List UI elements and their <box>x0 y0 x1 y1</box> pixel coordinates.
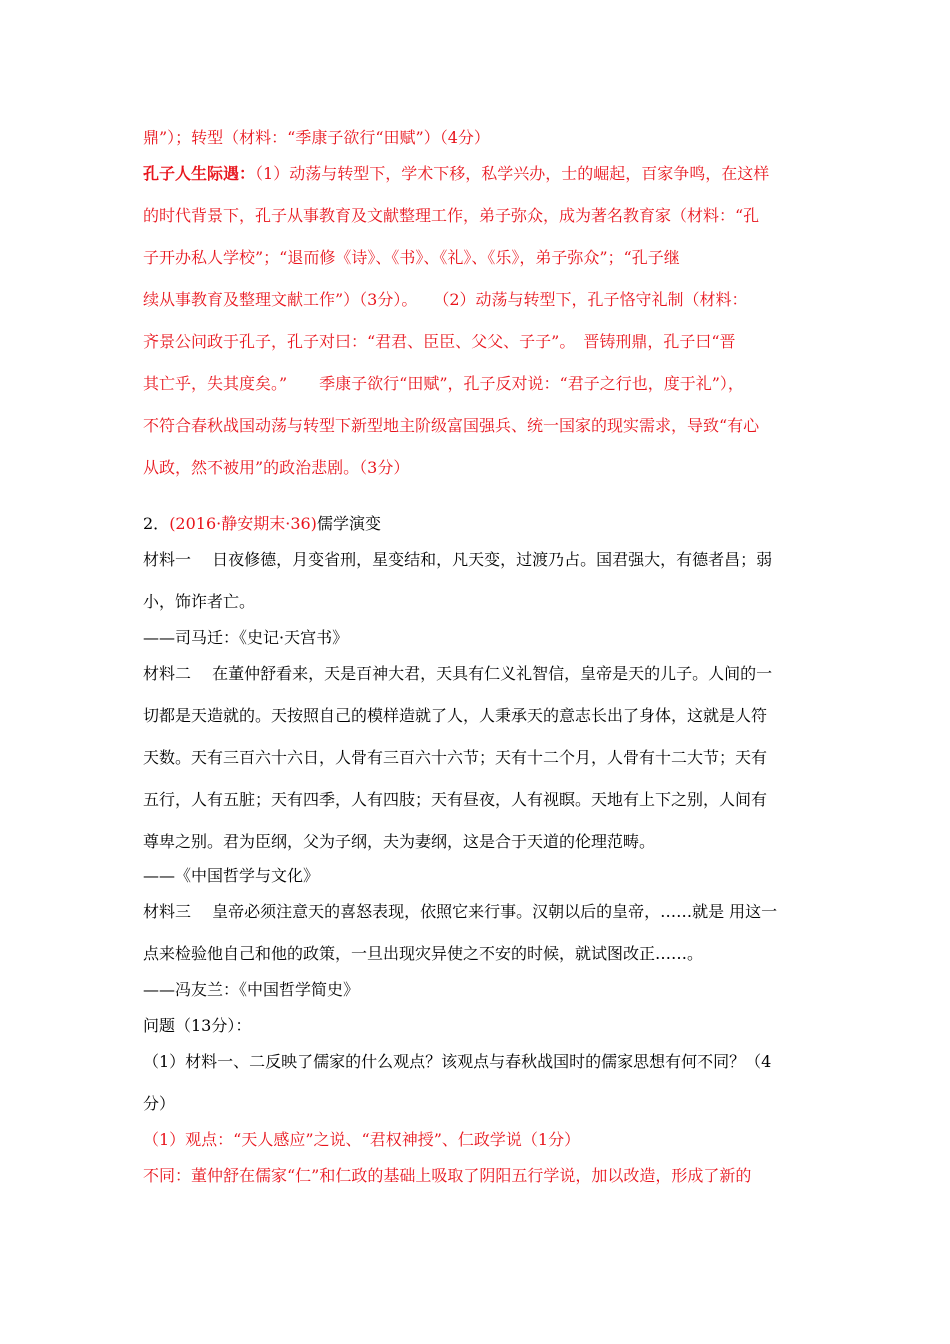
sub-question-line: （1）材料一、二反映了儒家的什么观点？该观点与春秋战国时的儒家思想有何不同？（4 <box>143 1052 772 1071</box>
material-two-line: 切都是天造就的。天按照自己的模样造就了人，人秉承天的意志长出了身体，这就是人符 <box>143 706 768 725</box>
material-three-line: 点来检验他自己和他的政策，一旦出现灾异使之不安的时候，就试图改正……。 <box>143 944 704 963</box>
material-two-line: 五行，人有五脏；天有四季，人有四肢；天有昼夜，人有视瞑。天地有上下之别，人间有 <box>143 790 768 809</box>
answer-line: 子开办私人学校”；“退而修《诗》、《书》、《礼》、《乐》，弟子弥众”；“孔子继 <box>143 248 680 267</box>
material-two-source: ——《中国哲学与文化》 <box>143 866 320 885</box>
answer-line: （1）观点：“天人感应”之说、“君权神授”、仁政学说（1分） <box>143 1130 581 1149</box>
answer-line <box>143 164 769 184</box>
material-one-source: ——司马迁：《史记·天宫书》 <box>143 628 349 647</box>
question-source: (2016·静安期末·36) <box>169 514 317 533</box>
answer-line: 其亡乎，失其度矣。” 季康子欲行“田赋”，孔子反对说：“君子之行也，度于礼”）， <box>143 374 744 393</box>
material-three-line: 材料三 皇帝必须注意天的喜怒表现，依照它来行事。汉朝以后的皇帝，……就是 用这一 <box>143 902 778 921</box>
answer-text: （1）动荡与转型下，学术下移，私学兴办，士的崛起，百家争鸣，在这样 <box>255 164 770 183</box>
answer-line: 不符合春秋战国动荡与转型下新型地主阶级富国强兵、统一国家的现实需求，导致“有心 <box>143 416 760 435</box>
material-one-line: 小，饰诈者亡。 <box>143 592 256 611</box>
answer-heading: 孔子人生际遇： <box>143 164 256 183</box>
question-heading <box>143 514 381 534</box>
question-title: 儒学演变 <box>316 514 381 533</box>
answer-line: 的时代背景下，孔子从事教育及文献整理工作，弟子弥众，成为著名教育家（材料：“孔 <box>143 206 760 225</box>
answer-line: 齐景公问政于孔子，孔子对曰：“君君、臣臣、父父、子子”。 晋铸刑鼎，孔子曰“晋 <box>143 332 736 351</box>
answer-line: 不同：董仲舒在儒家“仁”和仁政的基础上吸取了阴阳五行学说，加以改造，形成了新的 <box>143 1166 752 1185</box>
answer-line: 从政，然不被用”的政治悲剧。（3分） <box>143 458 410 477</box>
material-two-line: 材料二 在董仲舒看来，天是百神大君，天具有仁义礼智信，皇帝是天的儿子。人间的一 <box>143 664 773 683</box>
question-number: 2． <box>143 514 170 533</box>
material-one-line: 材料一 日夜修德，月变省刑，星变结和，凡天变，过渡乃占。国君强大，有德者昌；弱 <box>143 550 773 569</box>
material-three-source: ——冯友兰：《中国哲学简史》 <box>143 980 360 999</box>
question-header: 问题（13分）： <box>143 1016 252 1035</box>
material-two-line: 天数。天有三百六十六日，人骨有三百六十六节；天有十二个月，人骨有十二大节；天有 <box>143 748 768 767</box>
material-two-line: 尊卑之别。君为臣纲，父为子纲，夫为妻纲，这是合于天道的伦理范畴。 <box>143 832 656 851</box>
answer-line: 续从事教育及整理文献工作”）（3分）。 （2）动荡与转型下，孔子恪守礼制（材料： <box>143 290 748 309</box>
sub-question-line: 分） <box>143 1094 176 1113</box>
answer-line: 鼎”）；转型（材料：“季康子欲行“田赋”）（4分） <box>143 128 490 147</box>
